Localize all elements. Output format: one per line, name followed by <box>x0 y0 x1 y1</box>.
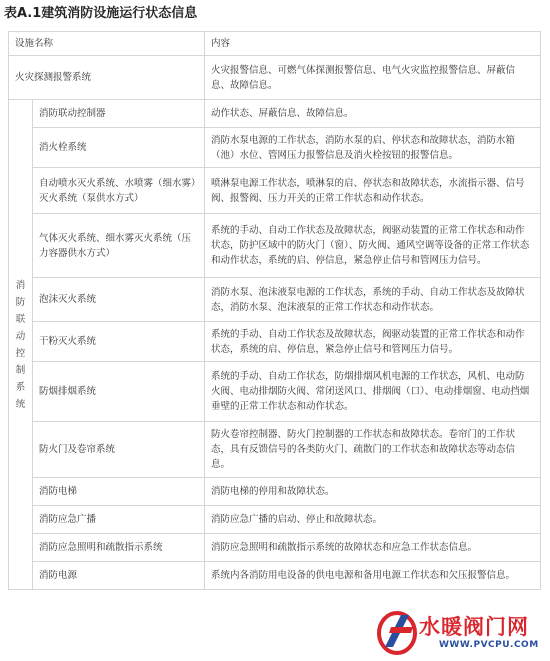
group-label: 消防联动控制系统 <box>9 100 33 590</box>
table-row <box>9 362 541 422</box>
row-content: 系统的手动、自动工作状态及故障状态，阀驱动装置的正常工作状态和动作状态，系统的启、停信息，紧急停止信号和管网压力信号。 <box>205 322 541 362</box>
row-name: 消火栓系统 <box>33 128 205 168</box>
row-content: 消防电梯的停用和故障状态。 <box>205 478 541 506</box>
row-content: 系统的手动、自动工作状态，防烟排烟风机电源的工作状态，风机、电动防火阀、电动排烟防火阀、常闭送风口、排烟阀（口）、电动排烟窗、电动挡烟垂壁的正常工作状态和动作状态。 <box>205 362 541 422</box>
table-row <box>9 168 541 214</box>
table-row <box>9 562 541 590</box>
row-content: 防火卷帘控制器、防火门控制器的工作状态和故障状态。卷帘门的工作状态，具有反馈信号的各类防火门、疏散门的工作状态和故障状态等动态信息。 <box>205 422 541 478</box>
table-title: 表A.1建筑消防设施运行状态信息 <box>4 6 198 21</box>
row-name: 消防联动控制器 <box>33 100 205 128</box>
table-row <box>9 128 541 168</box>
row-content: 火灾报警信息、可燃气体探测报警信息、电气火灾监控报警信息、屏蔽信息、故障信息。 <box>205 56 541 100</box>
row-content: 消防应急照明和疏散指示系统的故障状态和应急工作状态信息。 <box>205 534 541 562</box>
row-name: 干粉灭火系统 <box>33 322 205 362</box>
row-content: 消防水泵、泡沫液泵电源的工作状态，系统的手动、自动工作状态及故障状态，消防水泵、泡沫液泵的正常工作状态和动作状态。 <box>205 278 541 322</box>
row-content: 消防应急广播的启动、停止和故障状态。 <box>205 506 541 534</box>
table-row <box>9 278 541 322</box>
row-name: 消防电源 <box>33 562 205 590</box>
header-facility-name: 设施名称 <box>9 32 205 56</box>
row-content: 动作状态、屏蔽信息、故障信息。 <box>205 100 541 128</box>
table-row <box>9 422 541 478</box>
row-name: 防火门及卷帘系统 <box>33 422 205 478</box>
table-row <box>9 322 541 362</box>
row-name: 消防电梯 <box>33 478 205 506</box>
table-header-row <box>9 32 541 56</box>
row-content: 消防水泵电源的工作状态，消防水泵的启、停状态和故障状态，消防水箱（池）水位、管网压力报警信息及消火栓按钮的报警信息。 <box>205 128 541 168</box>
table-row <box>9 214 541 278</box>
row-name: 泡沫灭火系统 <box>33 278 205 322</box>
row-name: 气体灭火系统、细水雾灭火系统（压力容器供水方式） <box>33 214 205 278</box>
watermark-url: WWW.PVCPU.COM <box>439 640 539 650</box>
row-name: 防烟排烟系统 <box>33 362 205 422</box>
row-name: 火灾探测报警系统 <box>9 56 205 100</box>
row-name: 消防应急广播 <box>33 506 205 534</box>
table-row <box>9 100 541 128</box>
site-watermark <box>375 607 545 659</box>
header-content: 内容 <box>205 32 541 56</box>
table-row <box>9 534 541 562</box>
table-row <box>9 478 541 506</box>
facility-status-table <box>8 31 541 590</box>
row-name: 自动喷水灭火系统、水喷雾（细水雾）灭火系统（泵供水方式） <box>33 168 205 214</box>
table-row <box>9 506 541 534</box>
row-content: 系统的手动、自动工作状态及故障状态，阀驱动装置的正常工作状态和动作状态，防护区域中的防火门（窗）、防火阀、通风空调等设备的正常工作状态和动作状态，系统的启、停信息，紧急停止信号和管网压力信号。 <box>205 214 541 278</box>
table-row <box>9 56 541 100</box>
row-content: 系统内各消防用电设备的供电电源和备用电源工作状态和欠压报警信息。 <box>205 562 541 590</box>
watermark-text: 水暖阀门网 <box>419 615 529 639</box>
row-name: 消防应急照明和疏散指示系统 <box>33 534 205 562</box>
valve-logo-icon <box>375 607 419 655</box>
row-content: 喷淋泵电源工作状态，喷淋泵的启、停状态和故障状态，水流指示器、信号阀、报警阀、压力开关的正常工作状态和动作状态。 <box>205 168 541 214</box>
